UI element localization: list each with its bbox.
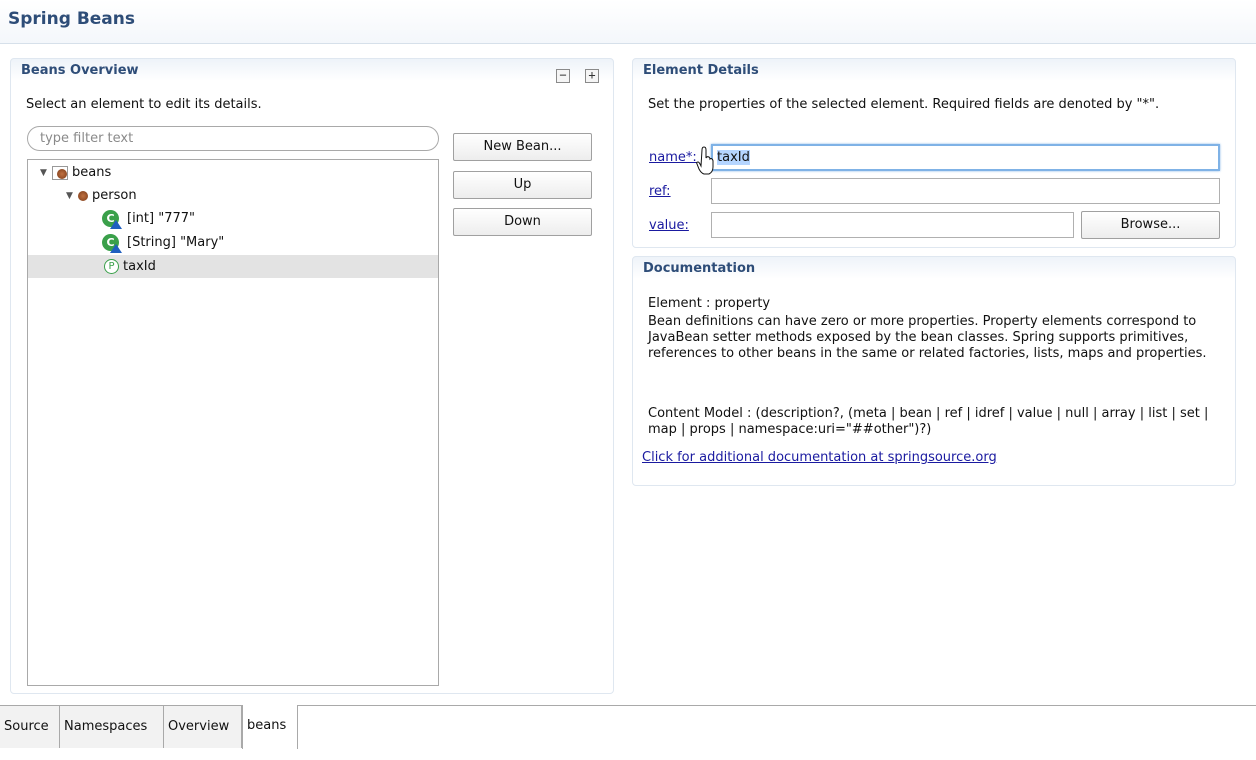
- tree-item-label: [String] "Mary": [127, 235, 225, 250]
- editor-tab-bar: [0, 705, 1256, 760]
- doc-content-model: Content Model : (description?, (meta | bean | ref | idref | value | null | array | list | set | map | props | namespace:uri="##other")?): [648, 406, 1209, 437]
- doc-body: Bean definitions can have zero or more properties. Property elements correspond to JavaBean setter methods exposed by the bean classes. Spring supports primitives, references to other beans in the same or related factories, lists, maps and properties.: [648, 314, 1207, 361]
- tree-item-beans[interactable]: [28, 161, 438, 184]
- up-button[interactable]: Up: [453, 171, 592, 199]
- tree-item-label: [int] "777": [127, 211, 195, 226]
- name-field-value: taxId: [717, 150, 750, 165]
- tree-item-label: taxId: [123, 259, 156, 274]
- tab-namespaces[interactable]: Namespaces: [60, 706, 164, 748]
- value-field[interactable]: [711, 212, 1074, 238]
- tree-item-label: person: [92, 188, 137, 203]
- tab-overview[interactable]: Overview: [164, 706, 242, 748]
- ref-label[interactable]: ref:: [649, 184, 671, 199]
- beans-overview-title: Beans Overview: [21, 63, 139, 78]
- name-label[interactable]: name*:: [649, 150, 697, 165]
- new-bean-button[interactable]: New Bean...: [453, 133, 592, 161]
- constructor-arg-icon: C: [102, 210, 119, 227]
- beans-tree[interactable]: [27, 159, 439, 686]
- element-details-title: Element Details: [643, 63, 759, 78]
- tree-item-string-mary[interactable]: [28, 231, 438, 254]
- tree-item-person[interactable]: [28, 184, 438, 207]
- details-description: Set the properties of the selected element. Required fields are denoted by "*".: [648, 97, 1160, 112]
- documentation-link[interactable]: Click for additional documentation at springsource.org: [642, 450, 997, 465]
- tab-beans[interactable]: beans: [242, 705, 298, 749]
- page-header: [0, 0, 1256, 44]
- page-title: Spring Beans: [8, 9, 135, 29]
- documentation-title: Documentation: [643, 261, 756, 276]
- doc-element-line: Element : property: [648, 296, 771, 311]
- bean-icon: [78, 191, 88, 201]
- filter-input[interactable]: [27, 126, 439, 151]
- tree-item-taxid[interactable]: [28, 255, 438, 278]
- value-label[interactable]: value:: [649, 218, 689, 233]
- overview-description: Select an element to edit its details.: [26, 97, 262, 112]
- collapse-all-icon[interactable]: −: [556, 69, 570, 83]
- expand-all-icon[interactable]: +: [585, 69, 599, 83]
- browse-button[interactable]: Browse...: [1081, 211, 1220, 239]
- expand-triangle-icon[interactable]: ▼: [40, 167, 47, 178]
- tree-item-int-777[interactable]: [28, 207, 438, 230]
- expand-triangle-icon[interactable]: ▼: [66, 190, 73, 201]
- hand-cursor-icon: [696, 146, 714, 176]
- beans-file-icon: [52, 166, 68, 180]
- name-field[interactable]: [711, 144, 1220, 171]
- constructor-arg-icon: C: [102, 234, 119, 251]
- ref-field[interactable]: [711, 178, 1220, 204]
- tab-source[interactable]: Source: [0, 706, 60, 748]
- tree-item-label: beans: [72, 165, 112, 180]
- property-icon: P: [104, 259, 119, 274]
- down-button[interactable]: Down: [453, 208, 592, 236]
